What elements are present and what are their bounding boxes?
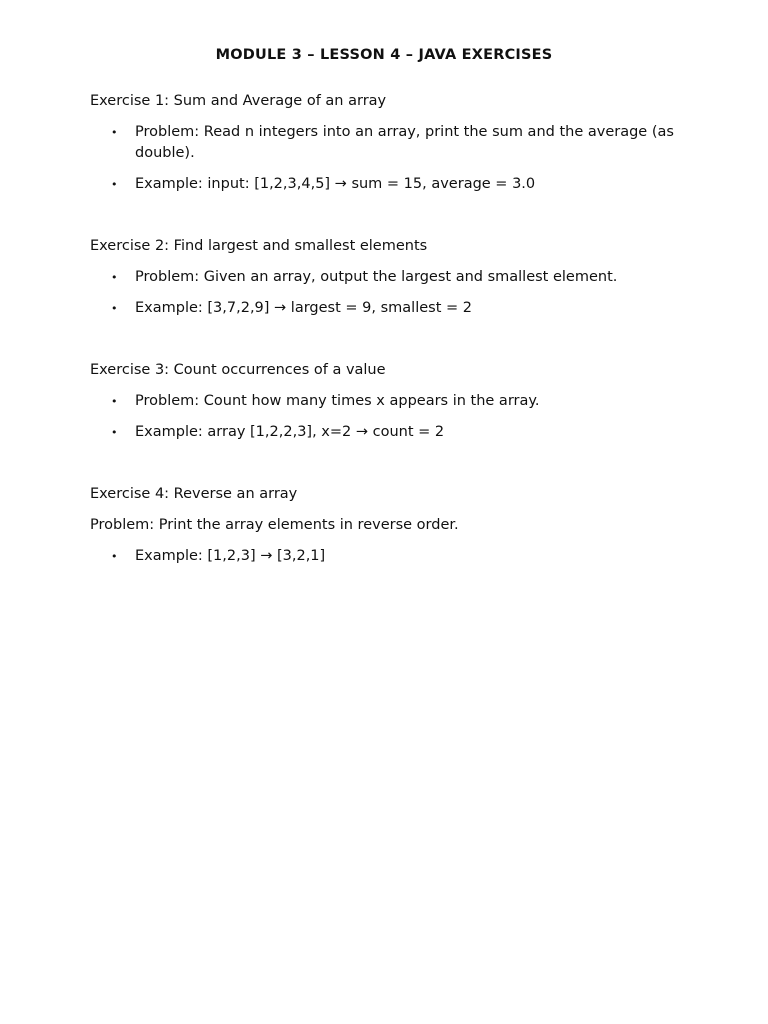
exercise-heading: Exercise 3: Count occurrences of a value bbox=[90, 362, 386, 378]
exercise-heading: Exercise 1: Sum and Average of an array bbox=[90, 93, 387, 109]
exercise-heading: Exercise 4: Reverse an array bbox=[90, 486, 298, 502]
list-item bbox=[90, 267, 690, 288]
bullet-text: Problem: Count how many times x appears in the array. bbox=[135, 393, 540, 409]
bullet-text: Example: [3,7,2,9] → largest = 9, smallest = 2 bbox=[135, 300, 472, 316]
list-item bbox=[90, 422, 690, 443]
bullet-icon: • bbox=[111, 395, 118, 408]
document-title: MODULE 3 – LESSON 4 – JAVA EXERCISES bbox=[215, 47, 553, 63]
list-item bbox=[90, 174, 690, 195]
exercise-1 bbox=[90, 91, 690, 195]
exercise-3 bbox=[90, 360, 690, 443]
bullet-text: Example: input: [1,2,3,4,5] → sum = 15, average = 3.0 bbox=[135, 176, 536, 192]
exercise-heading: Exercise 2: Find largest and smallest elements bbox=[90, 238, 428, 254]
exercise-4 bbox=[90, 484, 690, 567]
list-item bbox=[90, 546, 690, 567]
exercise-2 bbox=[90, 236, 690, 319]
bullet-icon: • bbox=[111, 126, 118, 139]
bullet-icon: • bbox=[111, 426, 118, 439]
bullet-icon: • bbox=[111, 178, 118, 191]
bullet-text: Example: array [1,2,2,3], x=2 → count = 2 bbox=[135, 424, 445, 440]
bullet-text: Example: [1,2,3] → [3,2,1] bbox=[135, 548, 326, 564]
bullet-list bbox=[90, 546, 690, 567]
bullet-icon: • bbox=[111, 550, 118, 563]
bullet-list bbox=[90, 267, 690, 319]
bullet-text: Problem: Read n integers into an array, print the sum and the average (as double). bbox=[135, 124, 674, 161]
bullet-icon: • bbox=[111, 302, 118, 315]
bullet-icon: • bbox=[111, 271, 118, 284]
list-item bbox=[90, 391, 690, 412]
bullet-text: Problem: Given an array, output the largest and smallest element. bbox=[135, 269, 618, 285]
exercise-problem-line: Problem: Print the array elements in reverse order. bbox=[90, 517, 459, 533]
list-item bbox=[90, 298, 690, 319]
list-item bbox=[90, 122, 690, 164]
document-body bbox=[90, 91, 690, 567]
bullet-list bbox=[90, 391, 690, 443]
bullet-list bbox=[90, 122, 690, 195]
